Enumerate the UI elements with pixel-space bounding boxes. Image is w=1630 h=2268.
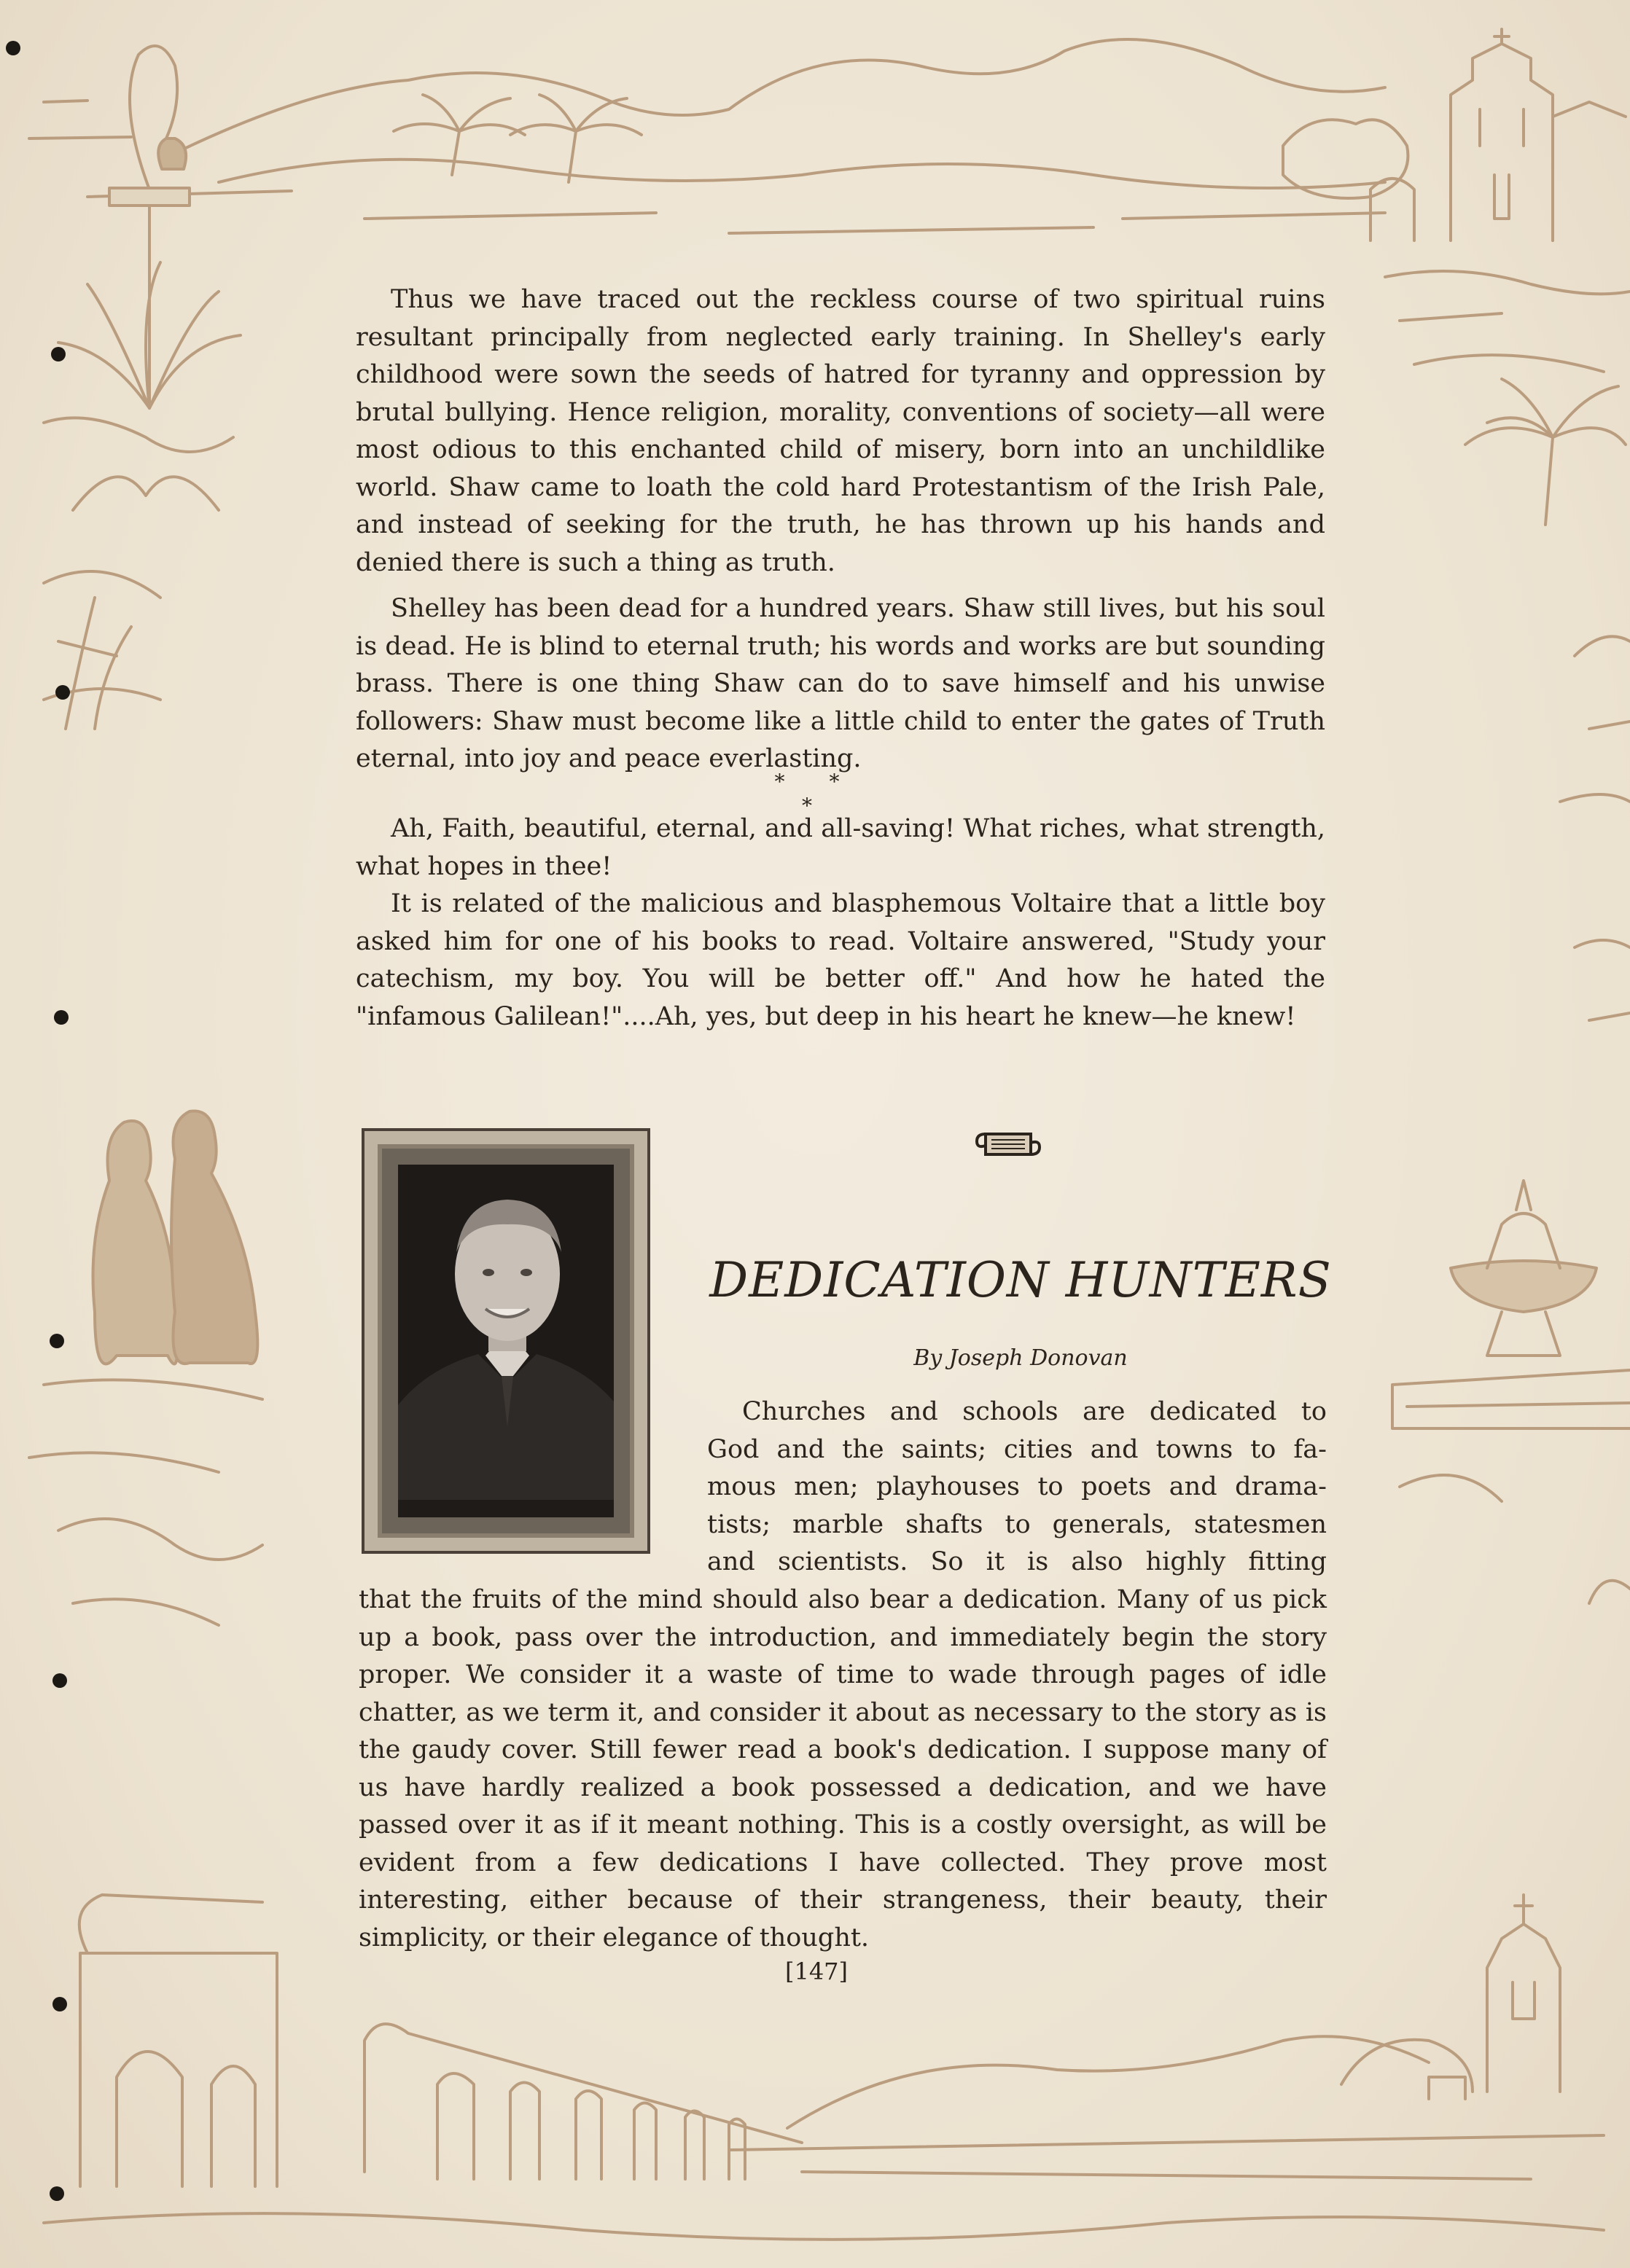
mission-church-icon <box>1283 29 1626 241</box>
friars-icon <box>29 1111 262 1625</box>
punch-hole <box>50 2186 64 2201</box>
scroll-ornament-icon <box>975 1124 1041 1165</box>
article-title: DEDICATION HUNTERS <box>709 1252 1332 1308</box>
article-body-text <box>359 1581 1327 1957</box>
column-line: mous men; playhouses to poets and drama- <box>707 1472 1327 1501</box>
column-line: Churches and schools are dedicated to <box>742 1397 1327 1426</box>
bell-tower-icon <box>1341 1895 1560 2099</box>
punch-hole <box>54 1010 69 1025</box>
mountains-top-icon <box>29 39 1385 233</box>
paragraph: It is related of the malicious and blasphemous Voltaire that a little boy asked him for one of his books to read. Voltaire answered, "Study your catechism, my boy. You will be better off." And how he hated the "infamous Galilean!"....Ah, yes, but deep in his heart he knew—he knew! <box>356 889 1325 1031</box>
column-line: tists; marble shafts to generals, statesmen <box>707 1509 1327 1539</box>
page-number: [147] <box>784 1958 849 1985</box>
author-portrait <box>398 1165 614 1517</box>
column-line: and scientists. So it is also highly fitting <box>707 1547 1327 1576</box>
punch-hole <box>50 1334 64 1348</box>
column-line: God and the saints; cities and towns to fa- <box>707 1434 1327 1464</box>
portrait-mat <box>378 1144 634 1538</box>
previous-article-text <box>356 281 1325 778</box>
paragraph: that the fruits of the mind should also bear a dedication. Many of us pick up a book, pass over the introduction, and immediately begin the story proper. We consider it a waste of time to wade through pages of idle chatter, as we term it, and consider it about as necessary to the story as is the gaudy cover. Still fewer read a book's dedication. I suppose many of us have hardly realized a book possessed a dedication, and we have passed over it as if it meant nothing. This is a costly oversight, as will be evident from a few dedications I have collected. They prove most interesting, either because of their strangeness, their beauty, their simplicity, or their elegance of thought. <box>359 1585 1327 1952</box>
punch-hole <box>55 685 70 700</box>
fountain-icon <box>1392 1181 1630 1603</box>
mission-bell-icon <box>109 46 190 408</box>
punch-hole <box>51 347 66 361</box>
previous-article-closing <box>356 810 1325 1036</box>
section-separator: * * * <box>774 770 859 818</box>
agave-left-icon <box>44 262 241 729</box>
punch-hole <box>52 1997 67 2011</box>
author-portrait-frame <box>362 1128 650 1554</box>
article-column-text <box>707 1393 1327 1581</box>
paragraph: Ah, Faith, beautiful, eternal, and all-saving! What riches, what strength, what hopes in thee! <box>356 814 1325 881</box>
punch-hole <box>52 1673 67 1688</box>
paragraph: Shelley has been dead for a hundred years. Shaw still lives, but his soul is dead. He is blind to eternal truth; his words and works are but sounding brass. There is one thing Shaw can do to save himself and his unwise followers: Shaw must become like a little child to enter the gates of Truth eternal, into joy and peace everlasting. <box>356 594 1325 773</box>
article-byline: By Joseph Donovan <box>913 1345 1128 1371</box>
punch-hole <box>6 41 20 55</box>
paragraph: Thus we have traced out the reckless course of two spiritual ruins resultant principally from neglected early training. In Shelley's early childhood were sown the seeds of hatred for tyranny and oppression by brutal bullying. Hence religion, morality, conventions of society—all were most odious to this enchanted child of misery, born into an unchildlike world. Shaw came to loath the cold hard Protestantism of the Irish Pale, and instead of seeking for the truth, he has thrown up his hands and denied there is such a thing as truth. <box>356 285 1325 577</box>
portrait-figure-icon <box>398 1165 614 1500</box>
